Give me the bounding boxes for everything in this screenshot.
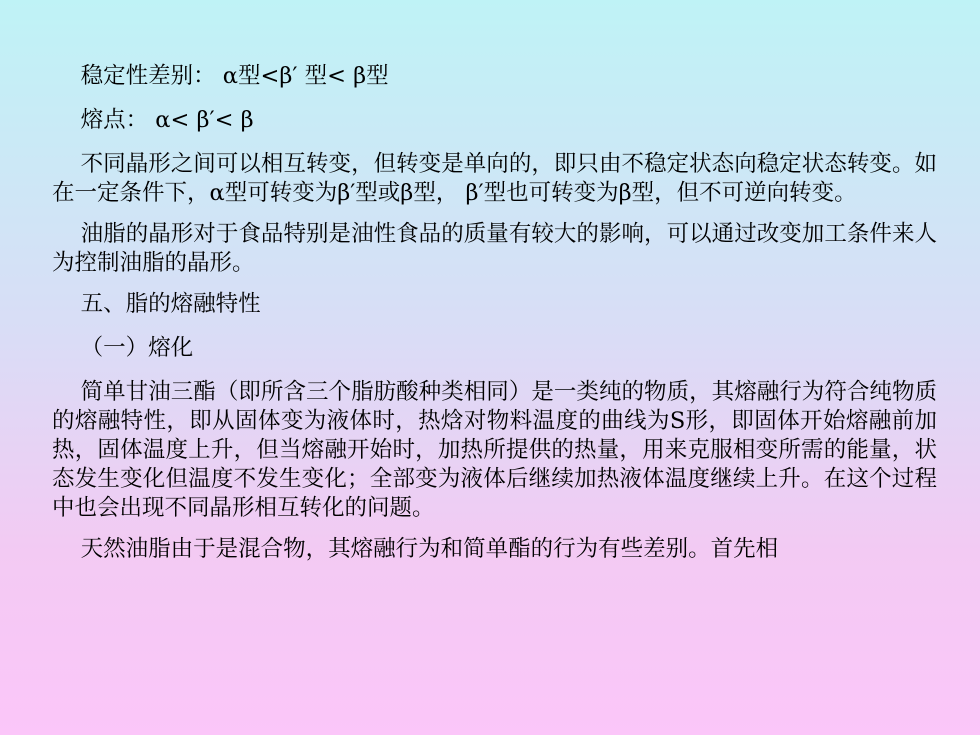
- subsection-heading-melting: （一）熔化: [80, 335, 194, 361]
- crystal-influence-paragraph: 油脂的晶形对于食品特别是油性食品的质量有较大的影响，可以通过改变加工条件来人为控制油脂的晶形。: [52, 221, 937, 276]
- stability-difference-line: 稳定性差别： α型<β′ 型< β型: [80, 63, 389, 89]
- section-heading-melting-properties: 五、脂的熔融特性: [80, 291, 261, 317]
- melting-point-line: 熔点： α< β′< β: [80, 107, 254, 133]
- simple-triglyceride-paragraph: 简单甘油三酯（即所含三个脂肪酸种类相同）是一类纯的物质，其熔融行为符合纯物质的熔融特性，即从固体变为液体时，热焓对物料温度的曲线为S形，即固体开始熔融前加热，固体温度上升，但当熔融开始时，加热所提供的热量，用来克服相变所需的能量，状态发生变化但温度不发生变化；全部变为液体后继续加热液体温度继续上升。在这个过程中也会出现不同晶形相互转化的问题。: [52, 379, 937, 521]
- natural-fat-paragraph: 天然油脂由于是混合物，其熔融行为和简单酯的行为有些差别。首先相: [80, 536, 779, 562]
- slide-content: [52, 62, 937, 576]
- crystal-transition-paragraph: 不同晶形之间可以相互转变，但转变是单向的，即只由不稳定状态向稳定状态转变。如在一定条件下，α型可转变为β′型或β型， β′型也可转变为β型，但不可逆向转变。: [52, 151, 937, 206]
